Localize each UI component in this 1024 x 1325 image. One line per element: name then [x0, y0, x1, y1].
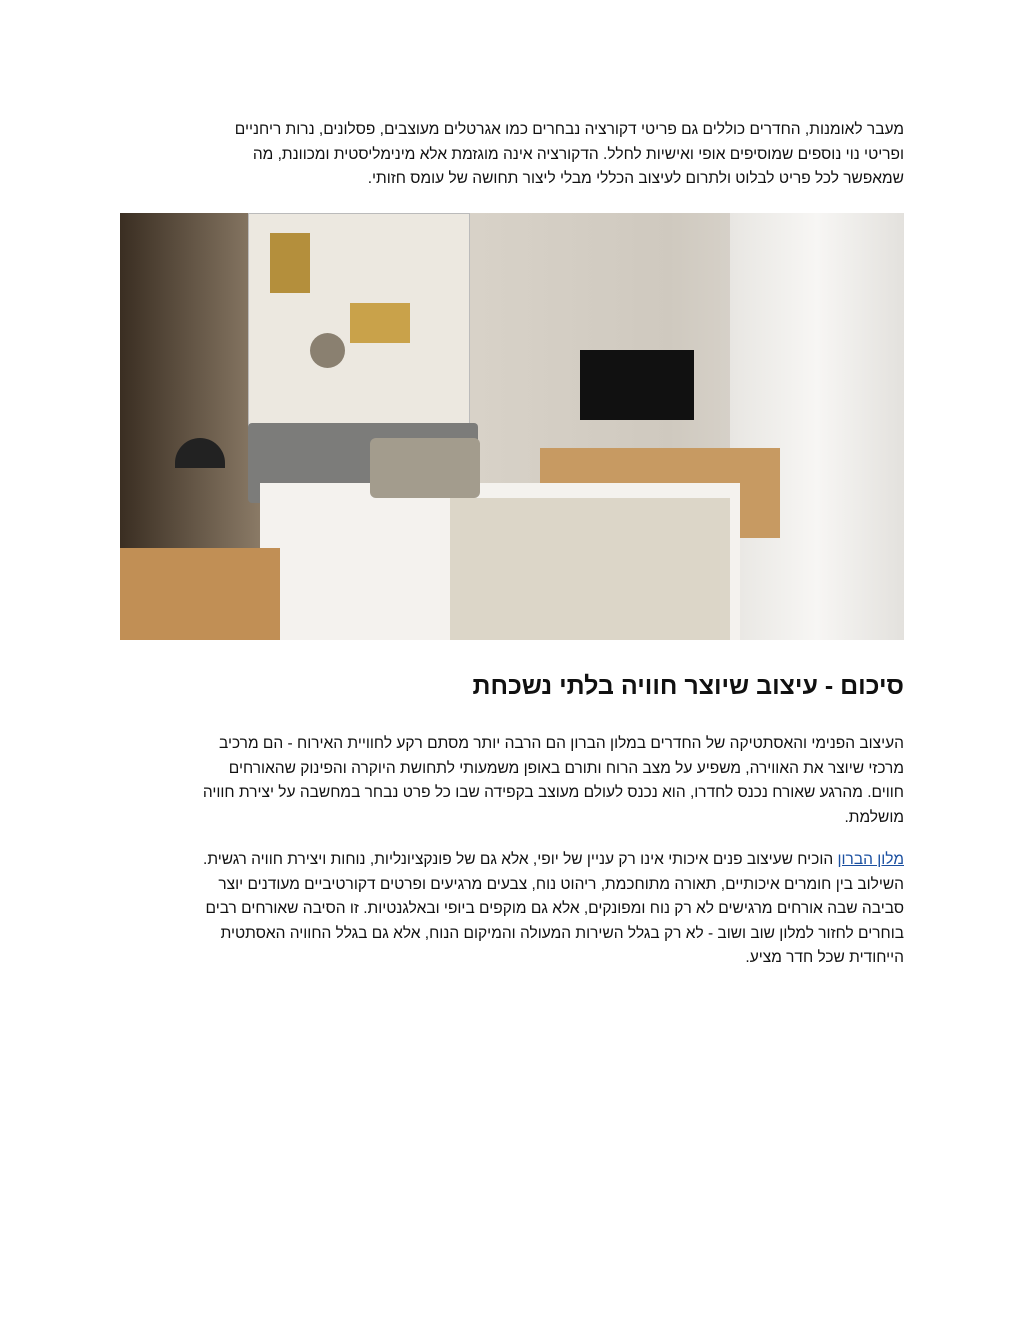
- hotel-room-photo: [120, 213, 904, 640]
- intro-paragraph: [120, 118, 904, 192]
- text-line: ופריטי נוי נוספים שמוסיפים אופי ואישיות לחלל. הדקורציה אינה מוגזמת אלא מינימליסטית ומכוונת, מה: [252, 145, 904, 163]
- art-shape: [270, 233, 310, 293]
- nightstand: [120, 548, 280, 640]
- art-shape: [350, 303, 410, 343]
- text-line: סביבה שבה אורחים מרגישים לא רק נוח ומפונקים, אלא גם מוקפים ביופי ובאלגנטיות. זו הסיבה שאורחים רבים: [205, 900, 904, 917]
- tv: [580, 350, 694, 420]
- window-curtain: [730, 213, 904, 640]
- hotel-link[interactable]: מלון הברון: [837, 851, 904, 868]
- text-line: הייחודית שכל חדר מציע.: [745, 949, 904, 966]
- throw-blanket: [450, 498, 730, 640]
- text-line: הוכיח שעיצוב פנים איכותי אינו רק עניין של יופי, אלא גם של פונקציונליות, נוחות ויצירת חוויה רגשית.: [203, 851, 838, 868]
- text-line: מעבר לאומנות, החדרים כוללים גם פריטי דקורציה נבחרים כמו אגרטלים מעוצבים, פסלונים, נרות ריחניים: [234, 121, 904, 138]
- closing-paragraph: [120, 848, 904, 971]
- pillows: [370, 438, 480, 498]
- text-line: מושלמת.: [844, 808, 904, 826]
- text-line: העיצוב הפנימי והאסתטיקה של החדרים במלון הברון הם הרבה יותר מסתם רקע לחוויית האירוח - הם מרכיב: [219, 735, 904, 752]
- summary-paragraph: [120, 732, 904, 830]
- text-line: השילוב בין חומרים איכותיים, תאורה מתוחכמת, ריהוט נוח, צבעים מרגיעים ופרטים דקורטיביים מעודנים יוצר: [218, 875, 904, 893]
- text-line: מרכזי שיוצר את האווירה, משפיע על מצב הרוח ותורם באופן משמעותי לתחושת היוקרה והפינוק שהאורחים: [228, 759, 904, 777]
- art-shape: [310, 333, 345, 368]
- text-line: בוחרים לחזור למלון שוב ושוב - לא רק בגלל השירות המעולה והמיקום הנוח, אלא גם בגלל החוויה האסתטית: [220, 924, 904, 942]
- text-line: חווים. מהרגע שאורח נכנס לחדרו, הוא נכנס לעולם מעוצב בקפידה שבו כל פרט נבחר במחשבה על יצירת חוויה: [202, 784, 904, 801]
- section-heading: סיכום - עיצוב שיוצר חוויה בלתי נשכחת: [472, 672, 904, 700]
- text-line: שמאפשר לכל פריט לבלוט ולתרום לעיצוב הכללי מבלי ליצור תחושה של עומס חזותי.: [367, 170, 904, 187]
